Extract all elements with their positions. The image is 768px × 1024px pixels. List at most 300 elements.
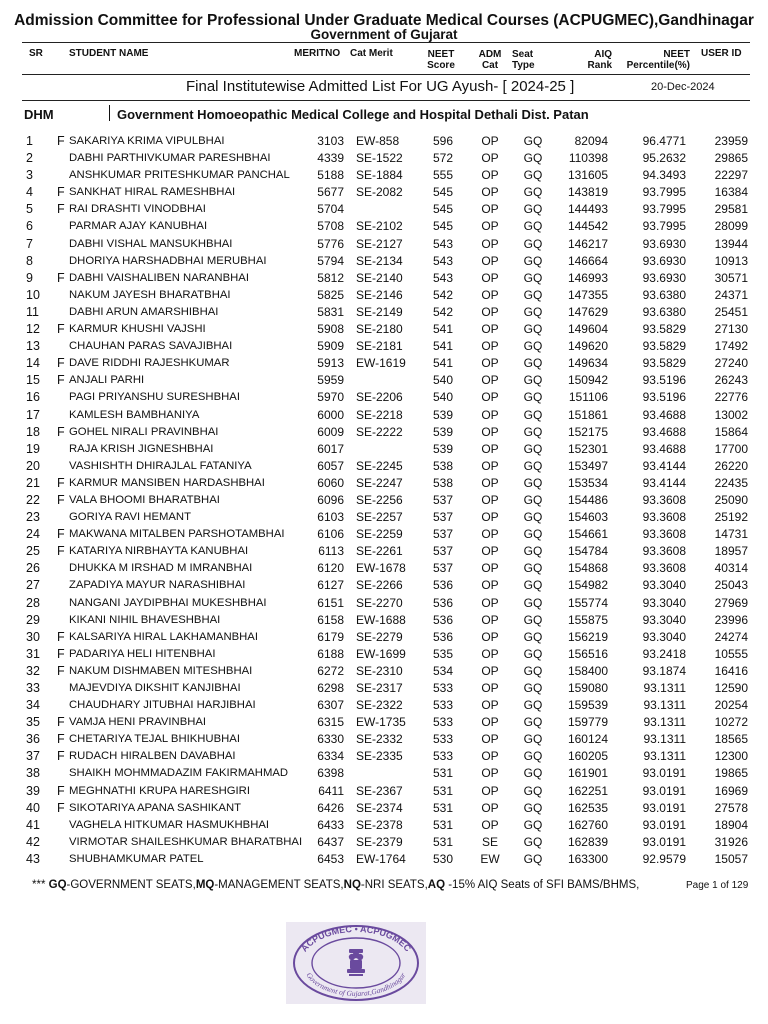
row-gender-flag: F (57, 544, 65, 559)
row-merit-no: 3103 (317, 134, 344, 148)
row-sr: 36 (26, 732, 40, 747)
row-adm-cat: OP (481, 322, 499, 337)
row-neet-percentile: 93.6930 (642, 270, 686, 285)
row-student-name: SHUBHAMKUMAR PATEL (69, 852, 204, 865)
row-cat-merit: SE-2222 (356, 424, 403, 439)
row-merit-no: 4339 (317, 151, 344, 166)
row-student-name: DHORIYA HARSHADBHAI MERUBHAI (69, 254, 267, 267)
row-neet-score: 530 (432, 851, 454, 866)
row-user-id: 27578 (714, 800, 748, 815)
row-neet-percentile: 93.0191 (642, 766, 686, 781)
row-aiq-rank: 159779 (567, 715, 608, 730)
row-user-id: 17492 (714, 339, 748, 354)
row-user-id: 18957 (714, 544, 748, 559)
row-user-id: 24371 (714, 287, 748, 302)
row-neet-score: 536 (432, 629, 454, 644)
row-seat-type: GQ (523, 681, 543, 695)
institute-code: DHM (24, 107, 54, 122)
row-seat-type: GQ (523, 151, 543, 166)
row-adm-cat: OP (481, 800, 499, 815)
row-neet-score: 545 (432, 185, 454, 200)
row-student-name: PADARIYA HELI HITENBHAI (69, 647, 216, 660)
row-user-id: 16969 (714, 783, 748, 798)
row-aiq-rank: 154982 (567, 578, 608, 593)
row-neet-score: 539 (432, 424, 454, 439)
row-user-id: 12590 (714, 681, 748, 695)
row-seat-type: GQ (523, 339, 543, 354)
row-user-id: 14731 (714, 527, 748, 542)
list-title: Final Institutewise Admitted List For UG Ayush- [ 2024-25 ] (186, 78, 575, 95)
row-user-id: 22297 (714, 168, 748, 183)
row-merit-no: 5708 (317, 219, 344, 234)
row-student-name: DABHI PARTHIVKUMAR PARESHBHAI (69, 152, 271, 165)
row-aiq-rank: 154486 (567, 492, 608, 507)
row-gender-flag: F (57, 134, 65, 148)
row-cat-merit: SE-2378 (356, 817, 403, 832)
table-row (0, 781, 768, 798)
row-cat-merit: EW-1619 (356, 356, 406, 371)
col-meritno: MERITNO (294, 48, 341, 59)
row-neet-percentile: 94.3493 (642, 168, 686, 183)
table-row (0, 524, 768, 541)
row-user-id: 25451 (714, 304, 748, 319)
row-aiq-rank: 156516 (567, 646, 608, 661)
row-user-id: 30571 (714, 270, 748, 285)
row-seat-type: GQ (523, 715, 543, 730)
row-sr: 38 (26, 766, 40, 781)
row-adm-cat: OP (481, 390, 499, 405)
row-aiq-rank: 161901 (567, 766, 608, 781)
row-student-name: ANSHKUMAR PRITESHKUMAR PANCHAL (69, 169, 290, 182)
row-adm-cat: OP (481, 304, 499, 319)
row-user-id: 23959 (714, 134, 748, 148)
row-cat-merit: SE-2266 (356, 578, 403, 593)
row-neet-score: 537 (432, 544, 454, 559)
row-seat-type: GQ (523, 185, 543, 200)
row-gender-flag: F (57, 373, 65, 388)
list-date: 20-Dec-2024 (651, 81, 715, 93)
row-aiq-rank: 160124 (567, 732, 608, 747)
row-cat-merit: SE-2261 (356, 544, 403, 559)
row-sr: 19 (26, 441, 40, 456)
row-neet-score: 541 (432, 339, 454, 354)
row-neet-percentile: 93.3040 (642, 578, 686, 593)
row-neet-score: 533 (432, 681, 454, 695)
row-sr: 33 (26, 681, 40, 695)
row-adm-cat: OP (481, 339, 499, 354)
row-student-name: MAJEVDIYA DIKSHIT KANJIBHAI (69, 682, 241, 694)
table-row (0, 490, 768, 507)
header-bottom-rule (22, 74, 750, 75)
row-aiq-rank: 158400 (567, 663, 608, 678)
row-neet-score: 542 (432, 304, 454, 319)
row-seat-type: GQ (523, 561, 543, 576)
row-cat-merit: SE-2379 (356, 834, 403, 849)
row-sr: 1 (26, 134, 33, 148)
row-student-name: VAMJA HENI PRAVINBHAI (69, 716, 207, 729)
row-user-id: 28099 (714, 219, 748, 234)
row-adm-cat: OP (481, 475, 499, 490)
row-seat-type: GQ (523, 595, 543, 610)
row-adm-cat: OP (481, 219, 499, 234)
row-adm-cat: OP (481, 698, 499, 713)
row-neet-percentile: 93.3040 (642, 612, 686, 627)
row-student-name: NAKUM DISHMABEN MITESHBHAI (69, 664, 253, 677)
row-neet-score: 531 (432, 834, 454, 849)
row-gender-flag: F (57, 663, 65, 678)
table-row (0, 695, 768, 712)
col-cat-merit: Cat Merit (350, 48, 393, 59)
row-sr: 8 (26, 253, 33, 268)
row-neet-score: 537 (432, 510, 454, 525)
row-user-id: 16384 (714, 185, 748, 200)
row-sr: 18 (26, 424, 40, 439)
row-adm-cat: OP (481, 287, 499, 302)
row-seat-type: GQ (523, 698, 543, 713)
row-neet-score: 533 (432, 698, 454, 713)
row-neet-percentile: 93.2418 (642, 646, 686, 661)
row-seat-type: GQ (523, 834, 543, 849)
row-merit-no: 6437 (317, 834, 344, 849)
row-sr: 14 (26, 356, 40, 371)
row-merit-no: 5812 (317, 270, 344, 285)
row-sr: 26 (26, 561, 40, 576)
row-neet-percentile: 93.3040 (642, 629, 686, 644)
row-neet-score: 531 (432, 783, 454, 798)
row-adm-cat: OP (481, 253, 499, 268)
row-seat-type: GQ (523, 236, 543, 251)
table-row (0, 319, 768, 336)
row-aiq-rank: 159080 (567, 681, 608, 695)
row-student-name: DABHI VAISHALIBEN NARANBHAI (69, 271, 249, 284)
row-sr: 34 (26, 698, 40, 713)
row-sr: 4 (26, 185, 33, 200)
table-row (0, 627, 768, 644)
table-row (0, 336, 768, 353)
row-aiq-rank: 162760 (567, 817, 608, 832)
row-gender-flag: F (57, 800, 65, 815)
row-neet-percentile: 93.1311 (643, 715, 686, 730)
row-student-name: ANJALI PARHI (69, 374, 145, 387)
row-sr: 35 (26, 715, 40, 730)
row-neet-percentile: 93.0191 (642, 817, 686, 832)
row-gender-flag: F (57, 270, 65, 285)
row-gender-flag: F (57, 185, 65, 200)
row-seat-type: GQ (523, 646, 543, 661)
row-neet-percentile: 93.3608 (642, 510, 686, 525)
row-adm-cat: OP (481, 544, 499, 559)
row-adm-cat: OP (481, 356, 499, 371)
row-merit-no: 6315 (317, 715, 344, 730)
row-sr: 23 (26, 510, 40, 525)
row-neet-score: 540 (432, 390, 454, 405)
row-seat-type: GQ (523, 202, 543, 217)
row-student-name: DHUKKA M IRSHAD M IMRANBHAI (69, 562, 253, 575)
table-row (0, 644, 768, 661)
row-neet-score: 535 (432, 646, 454, 661)
row-sr: 6 (26, 219, 33, 234)
col-user-id: USER ID (701, 48, 742, 59)
table-row (0, 353, 768, 370)
row-cat-merit: EW-1688 (356, 612, 406, 627)
row-user-id: 13002 (714, 407, 748, 422)
row-cat-merit: SE-2322 (356, 698, 403, 713)
row-seat-type: GQ (523, 629, 543, 644)
row-adm-cat: OP (481, 236, 499, 251)
row-neet-score: 536 (432, 578, 454, 593)
row-cat-merit: SE-2367 (356, 783, 403, 798)
row-gender-flag: F (57, 356, 65, 371)
row-aiq-rank: 159539 (567, 698, 608, 713)
row-merit-no: 5908 (317, 322, 344, 337)
row-adm-cat: OP (481, 458, 499, 473)
row-sr: 7 (26, 236, 33, 251)
row-neet-percentile: 93.7995 (642, 219, 686, 234)
row-cat-merit: EW-1764 (356, 851, 406, 866)
row-merit-no: 6398 (317, 766, 344, 781)
row-sr: 11 (26, 304, 39, 319)
row-gender-flag: F (57, 749, 65, 764)
row-seat-type: GQ (523, 612, 543, 627)
row-sr: 2 (26, 151, 33, 166)
table-row (0, 422, 768, 439)
row-sr: 25 (26, 544, 40, 559)
row-cat-merit: EW-1678 (356, 561, 406, 576)
row-student-name: PARMAR AJAY KANUBHAI (69, 220, 208, 233)
row-merit-no: 5913 (317, 356, 344, 371)
table-row (0, 575, 768, 592)
row-student-name: NANGANI JAYDIPBHAI MUKESHBHAI (69, 596, 267, 609)
col-adm-cat: ADM Cat (478, 49, 502, 71)
row-student-name: CHAUDHARY JITUBHAI HARJIBHAI (69, 699, 256, 712)
row-user-id: 25192 (714, 510, 748, 525)
row-neet-score: 536 (432, 595, 454, 610)
row-neet-percentile: 93.1311 (643, 732, 686, 747)
table-row (0, 558, 768, 575)
row-student-name: KAMLESH BAMBHANIYA (69, 408, 200, 421)
row-seat-type: GQ (523, 783, 543, 798)
row-adm-cat: OP (481, 424, 499, 439)
row-cat-merit: SE-2256 (356, 492, 403, 507)
row-seat-type: GQ (523, 527, 543, 542)
row-aiq-rank: 144542 (567, 219, 608, 234)
row-user-id: 18565 (714, 732, 748, 747)
row-neet-percentile: 93.1311 (643, 698, 686, 713)
row-user-id: 10913 (714, 253, 748, 268)
row-cat-merit: SE-2206 (356, 390, 403, 405)
row-aiq-rank: 149634 (567, 356, 608, 371)
row-aiq-rank: 152175 (567, 424, 608, 439)
row-neet-percentile: 93.0191 (642, 800, 686, 815)
row-cat-merit: EW-1699 (356, 646, 406, 661)
row-cat-merit: SE-2149 (356, 304, 403, 319)
row-student-name: DAVE RIDDHI RAJESHKUMAR (69, 357, 230, 370)
row-aiq-rank: 153534 (567, 475, 608, 490)
table-row (0, 405, 768, 422)
row-cat-merit: SE-2146 (356, 287, 403, 302)
row-user-id: 25043 (714, 578, 748, 593)
row-gender-flag: F (57, 783, 65, 798)
row-aiq-rank: 151861 (567, 407, 608, 422)
row-merit-no: 5776 (317, 236, 344, 251)
row-seat-type: GQ (523, 322, 543, 337)
row-aiq-rank: 144493 (567, 202, 608, 217)
col-seat-type: Seat Type (512, 49, 535, 71)
row-adm-cat: OP (481, 510, 499, 525)
row-neet-score: 539 (432, 441, 454, 456)
row-adm-cat: OP (481, 492, 499, 507)
row-adm-cat: OP (481, 681, 499, 695)
row-aiq-rank: 110398 (568, 151, 608, 166)
row-seat-type: GQ (523, 441, 543, 456)
row-adm-cat: OP (481, 134, 499, 148)
row-sr: 10 (26, 287, 40, 302)
row-neet-percentile: 93.4144 (642, 475, 686, 490)
row-neet-score: 596 (432, 134, 454, 148)
table-row (0, 268, 768, 285)
row-gender-flag: F (57, 424, 65, 439)
row-cat-merit: SE-2180 (356, 322, 403, 337)
row-cat-merit: SE-2247 (356, 475, 403, 490)
table-row (0, 439, 768, 456)
row-adm-cat: OP (481, 373, 499, 388)
row-user-id: 13944 (714, 236, 748, 251)
row-neet-score: 537 (432, 561, 454, 576)
row-neet-percentile: 95.2632 (642, 151, 686, 166)
row-neet-percentile: 93.6930 (642, 253, 686, 268)
row-seat-type: GQ (523, 663, 543, 678)
row-sr: 13 (26, 339, 40, 354)
row-user-id: 29581 (714, 202, 748, 217)
row-adm-cat: OP (481, 766, 499, 781)
row-student-name: SANKHAT HIRAL RAMESHBHAI (69, 186, 236, 199)
table-row (0, 849, 768, 866)
row-merit-no: 6120 (317, 561, 344, 576)
row-neet-score: 531 (432, 817, 454, 832)
row-gender-flag: F (57, 715, 65, 730)
row-seat-type: GQ (523, 373, 543, 388)
row-neet-score: 534 (432, 663, 454, 678)
row-merit-no: 6057 (317, 458, 344, 473)
row-neet-percentile: 93.6380 (642, 304, 686, 319)
table-row (0, 216, 768, 233)
row-student-name: CHAUHAN PARAS SAVAJIBHAI (69, 340, 233, 353)
row-merit-no: 5704 (317, 202, 344, 217)
row-sr: 9 (26, 270, 33, 285)
row-sr: 12 (26, 322, 40, 337)
row-neet-score: 540 (432, 373, 454, 388)
row-cat-merit: EW-1735 (356, 715, 406, 730)
row-aiq-rank: 149620 (567, 339, 608, 354)
row-sr: 29 (26, 612, 40, 627)
table-row (0, 285, 768, 302)
row-sr: 39 (26, 783, 40, 798)
row-user-id: 20254 (714, 698, 748, 713)
row-aiq-rank: 131605 (567, 168, 608, 183)
row-adm-cat: OP (481, 595, 499, 610)
row-adm-cat: OP (481, 783, 499, 798)
table-row (0, 661, 768, 678)
row-seat-type: GQ (523, 168, 543, 183)
row-user-id: 26243 (714, 373, 748, 388)
row-cat-merit: SE-1884 (356, 168, 403, 183)
row-seat-type: GQ (523, 407, 543, 422)
row-user-id: 19865 (714, 766, 748, 781)
row-adm-cat: OP (481, 202, 499, 217)
table-row (0, 165, 768, 182)
row-merit-no: 6017 (317, 441, 344, 456)
row-neet-score: 572 (432, 151, 454, 166)
row-cat-merit: SE-2374 (356, 800, 403, 815)
row-aiq-rank: 162839 (567, 834, 608, 849)
row-student-name: ZAPADIYA MAYUR NARASHIBHAI (69, 579, 246, 592)
table-row (0, 763, 768, 780)
row-neet-percentile: 92.9579 (642, 851, 686, 866)
row-adm-cat: OP (481, 441, 499, 456)
row-seat-type: GQ (523, 356, 543, 371)
row-student-name: KALSARIYA HIRAL LAKHAMANBHAI (69, 630, 258, 643)
table-row (0, 148, 768, 165)
row-student-name: VASHISHTH DHIRAJLAL FATANIYA (69, 459, 252, 472)
row-gender-flag: F (57, 527, 65, 542)
row-adm-cat: OP (481, 151, 499, 166)
table-row (0, 251, 768, 268)
row-adm-cat: OP (481, 646, 499, 661)
row-cat-merit: SE-2181 (356, 339, 403, 354)
row-merit-no: 6127 (317, 578, 344, 593)
row-cat-merit: SE-2310 (356, 663, 403, 678)
row-seat-type: GQ (523, 424, 543, 439)
table-row (0, 729, 768, 746)
row-student-name: SHAIKH MOHMMADAZIM FAKIRMAHMAD (69, 767, 289, 780)
row-student-name: CHETARIYA TEJAL BHIKHUBHAI (69, 733, 240, 746)
row-merit-no: 5794 (317, 253, 344, 268)
acpugmec-seal-logo (286, 922, 426, 1004)
row-seat-type: GQ (523, 475, 543, 490)
row-neet-percentile: 93.5829 (642, 339, 686, 354)
row-student-name: KARMUR KHUSHI VAJSHI (69, 323, 206, 336)
row-user-id: 18904 (714, 817, 748, 832)
row-merit-no: 6113 (318, 544, 344, 559)
row-aiq-rank: 147629 (567, 304, 608, 319)
table-row (0, 234, 768, 251)
row-user-id: 27130 (714, 322, 748, 337)
row-user-id: 27969 (714, 595, 748, 610)
row-neet-score: 531 (432, 800, 454, 815)
row-merit-no: 6151 (317, 595, 344, 610)
row-neet-percentile: 93.0191 (642, 834, 686, 849)
row-seat-type: GQ (523, 766, 543, 781)
row-adm-cat: OP (481, 715, 499, 730)
row-user-id: 15057 (714, 851, 748, 866)
row-aiq-rank: 156219 (567, 629, 608, 644)
row-merit-no: 5825 (317, 287, 344, 302)
table-row (0, 610, 768, 627)
row-adm-cat: OP (481, 561, 499, 576)
row-sr: 24 (26, 527, 40, 542)
row-cat-merit: SE-2259 (356, 527, 403, 542)
row-aiq-rank: 163300 (567, 851, 608, 866)
table-row (0, 541, 768, 558)
table-row (0, 815, 768, 832)
row-merit-no: 6453 (317, 851, 344, 866)
admitted-list-table (0, 131, 768, 866)
row-aiq-rank: 82094 (574, 134, 608, 148)
row-adm-cat: OP (481, 185, 499, 200)
row-sr: 20 (26, 458, 40, 473)
row-sr: 17 (26, 407, 40, 422)
row-seat-type: GQ (523, 134, 543, 148)
